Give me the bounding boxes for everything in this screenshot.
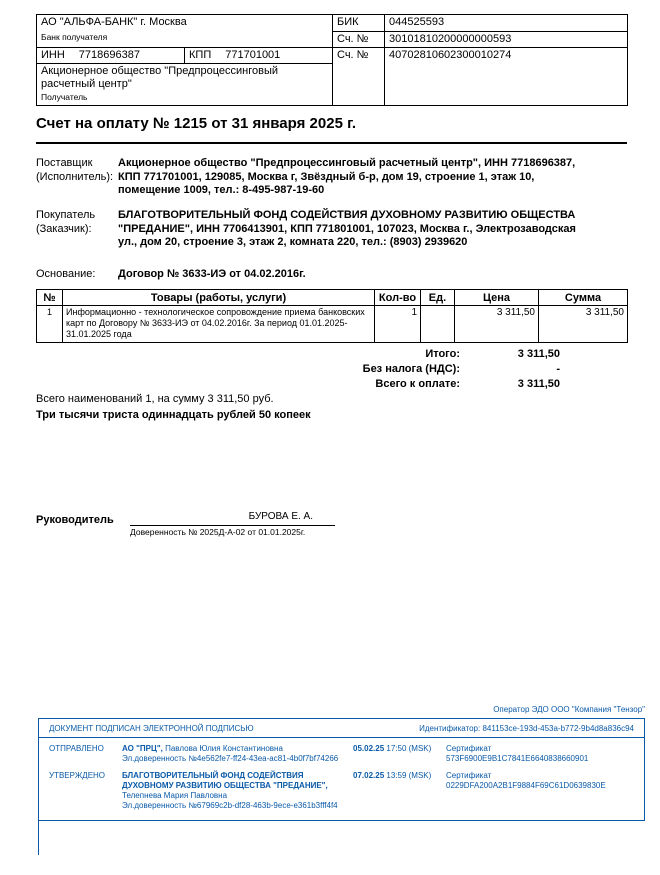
edo-identifier-value: 841153ce-193d-453a-b772-9b4d8a836c94 — [482, 724, 634, 733]
corr-account-value: 30101810200000000593 — [385, 32, 628, 48]
buyer-value: БЛАГОТВОРИТЕЛЬНЫЙ ФОНД СОДЕЙСТВИЯ ДУХОВНОМУ РАЗВИТИЮ ОБЩЕСТВА "ПРЕДАНИЕ", ИНН 7706413901, КПП 771801001, 107023, Москва г., Электрозаводская ул., дом 20, строение 3, этаж 2, комната 220, тел.: (8903) 2939620 — [118, 209, 576, 248]
buyer-section — [36, 209, 590, 250]
edo-rows — [39, 738, 644, 820]
bik-label: БИК — [333, 15, 385, 32]
title-divider — [36, 142, 627, 144]
signature-role: Руководитель — [36, 514, 114, 526]
total-row — [36, 347, 560, 362]
invoice-title: Счет на оплату № 1215 от 31 января 2025 г. — [36, 115, 356, 132]
basis-label: Основание: — [36, 268, 96, 280]
signature-poa: Доверенность № 2025Д-А-02 от 01.01.2025г. — [130, 527, 306, 537]
due-value: 3 311,50 — [517, 378, 560, 390]
inn-value: 7718696387 — [78, 49, 140, 61]
edo-box — [38, 718, 645, 821]
bank-details-table — [36, 14, 628, 106]
account-label: Сч. № — [333, 48, 385, 106]
vat-row — [36, 362, 560, 377]
edo-status-approved: УТВЕРЖДЕНО — [49, 771, 106, 780]
bik-value: 044525593 — [385, 15, 628, 32]
col-header-qty: Кол-во — [375, 290, 421, 306]
edo-signed-title: ДОКУМЕНТ ПОДПИСАН ЭЛЕКТРОННОЙ ПОДПИСЬЮ — [49, 724, 254, 733]
edo-party-sent — [122, 744, 344, 764]
signature-block — [130, 511, 335, 537]
inn-cell — [37, 48, 185, 64]
edo-poa-approved: Эл.доверенность №67969c2b-df28-463b-9ece-e361b3fff4f4 — [122, 801, 338, 810]
amount-in-words: Три тысячи триста одиннадцать рублей 50 копеек — [36, 409, 311, 421]
basis-section — [36, 268, 590, 282]
due-row — [36, 377, 560, 392]
edo-identifier — [419, 724, 634, 733]
edo-cert-approved: Сертификат 0229DFA200A2B1F9884F69C61D0639830E — [446, 771, 606, 790]
summary-count: Всего наименований 1, на сумму 3 311,50 руб. — [36, 393, 274, 405]
account-value: 40702810602300010274 — [385, 48, 628, 106]
bank-name: АО "АЛЬФА-БАНК" г. Москва — [37, 15, 333, 32]
edo-status-sent: ОТПРАВЛЕНО — [49, 744, 104, 753]
bank-caption: Банк получателя — [37, 32, 333, 48]
item-num: 1 — [37, 306, 63, 343]
items-header-row — [37, 290, 628, 306]
corr-account-label: Сч. № — [333, 32, 385, 48]
edo-person-approved: Телепнева Мария Павловна — [122, 791, 228, 800]
totals-section — [36, 347, 560, 392]
edo-row-approved — [49, 771, 634, 811]
col-header-unit: Ед. — [421, 290, 455, 306]
basis-value: Договор № 3633-ИЭ от 04.02.2016г. — [118, 268, 306, 280]
edo-cert-sent: Сертификат 573F6900E9B1C7841E6640838660901 — [446, 744, 589, 763]
item-price: 3 311,50 — [455, 306, 539, 343]
edo-header — [39, 719, 644, 738]
vat-value: - — [556, 363, 560, 375]
edo-stamp — [38, 705, 645, 821]
edo-datetime-sent: 05.02.25 17:50 (MSK) — [353, 744, 432, 753]
edo-org-approved: БЛАГОТВОРИТЕЛЬНЫЙ ФОНД СОДЕЙСТВИЯ ДУХОВНОМУ РАЗВИТИЮ ОБЩЕСТВА "ПРЕДАНИЕ", — [122, 771, 328, 790]
supplier-value: Акционерное общество "Предпроцессинговый расчетный центр", ИНН 7718696387, КПП 771701001, 129085, Москва г, Звёздный б-р, дом 19, строение 1, этаж 10, помещение 1009, тел.: 8-495-987-19-60 — [118, 157, 576, 196]
edo-identifier-label: Идентификатор: — [419, 724, 481, 733]
edo-row-sent — [49, 744, 634, 764]
signature-name: БУРОВА Е. А. — [248, 511, 313, 522]
kpp-label: КПП — [189, 49, 212, 61]
edo-party-approved — [122, 771, 344, 811]
recipient-name: Акционерное общество "Предпроцессинговый расчетный центр" — [37, 64, 333, 93]
item-sum: 3 311,50 — [539, 306, 628, 343]
edo-datetime-approved: 07.02.25 13:59 (MSK) — [353, 771, 432, 780]
signature-section — [36, 511, 335, 537]
col-header-name: Товары (работы, услуги) — [63, 290, 375, 306]
total-label: Итого: — [425, 348, 460, 360]
supplier-section — [36, 157, 590, 198]
edo-operator: Оператор ЭДО ООО "Компания "Тензор" — [493, 705, 645, 714]
item-qty: 1 — [375, 306, 421, 343]
total-value: 3 311,50 — [517, 348, 560, 360]
kpp-cell — [185, 48, 333, 64]
col-header-num: № — [37, 290, 63, 306]
supplier-label: Поставщик (Исполнитель): — [36, 157, 114, 183]
item-row — [37, 306, 628, 343]
col-header-price: Цена — [455, 290, 539, 306]
item-description: Информационно - технологическое сопровождение приема банковских карт по Договору № 3633-ИЭ от 04.02.2016г. За период 01.01.2025-31.01.2025 года — [63, 306, 375, 343]
item-unit — [421, 306, 455, 343]
vat-label: Без налога (НДС): — [362, 363, 460, 375]
edo-person-sent: Павлова Юлия Константиновна — [165, 744, 283, 753]
edo-poa-sent: Эл.доверенность №4e562fe7-ff24-43ea-ac81-4b0f7bf74266 — [122, 754, 339, 763]
due-label: Всего к оплате: — [375, 378, 460, 390]
edo-left-tail-line — [38, 820, 39, 855]
recipient-caption: Получатель — [37, 92, 333, 105]
inn-label: ИНН — [41, 49, 65, 61]
items-table — [36, 289, 628, 343]
col-header-sum: Сумма — [539, 290, 628, 306]
kpp-value: 771701001 — [225, 49, 281, 61]
buyer-label: Покупатель (Заказчик): — [36, 209, 96, 235]
edo-org-sent: АО "ПРЦ", — [122, 744, 163, 753]
